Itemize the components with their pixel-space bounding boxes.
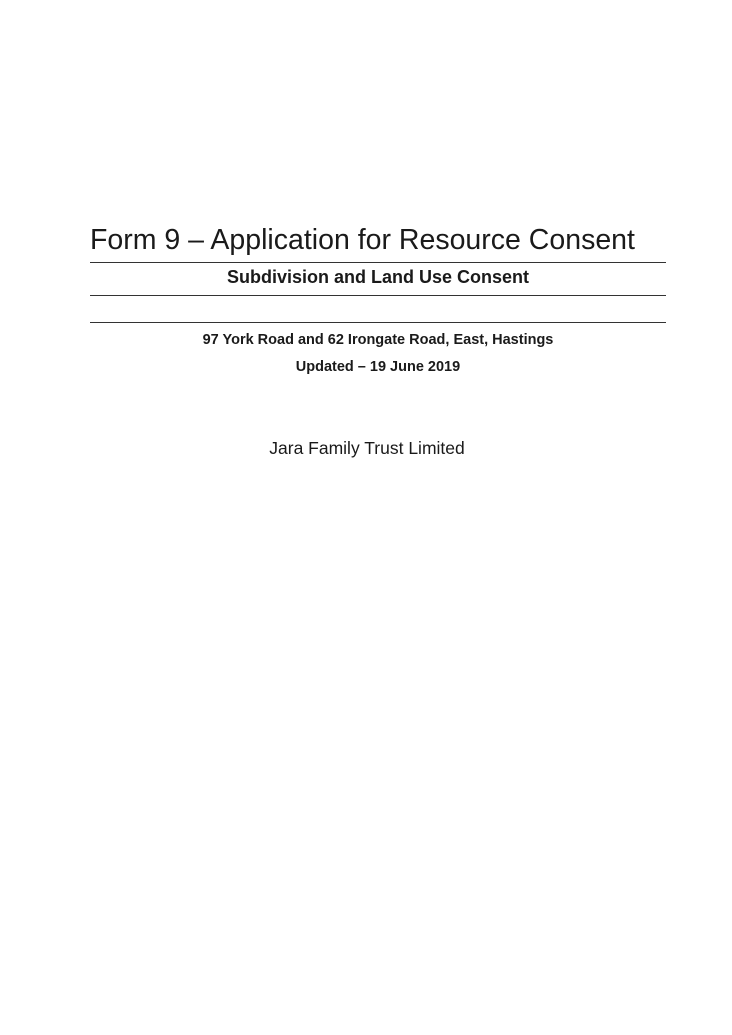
applicant-name: Jara Family Trust Limited (269, 438, 465, 458)
form-title: Form 9 – Application for Resource Consent (90, 224, 635, 256)
title-divider (90, 262, 666, 263)
subtitle-divider (90, 295, 666, 296)
address-divider (90, 322, 666, 323)
updated-date: Updated – 19 June 2019 (295, 359, 461, 375)
consent-type-heading: Subdivision and Land Use Consent (226, 267, 530, 287)
site-address: 97 York Road and 62 Irongate Road, East, Hastings (202, 332, 554, 348)
